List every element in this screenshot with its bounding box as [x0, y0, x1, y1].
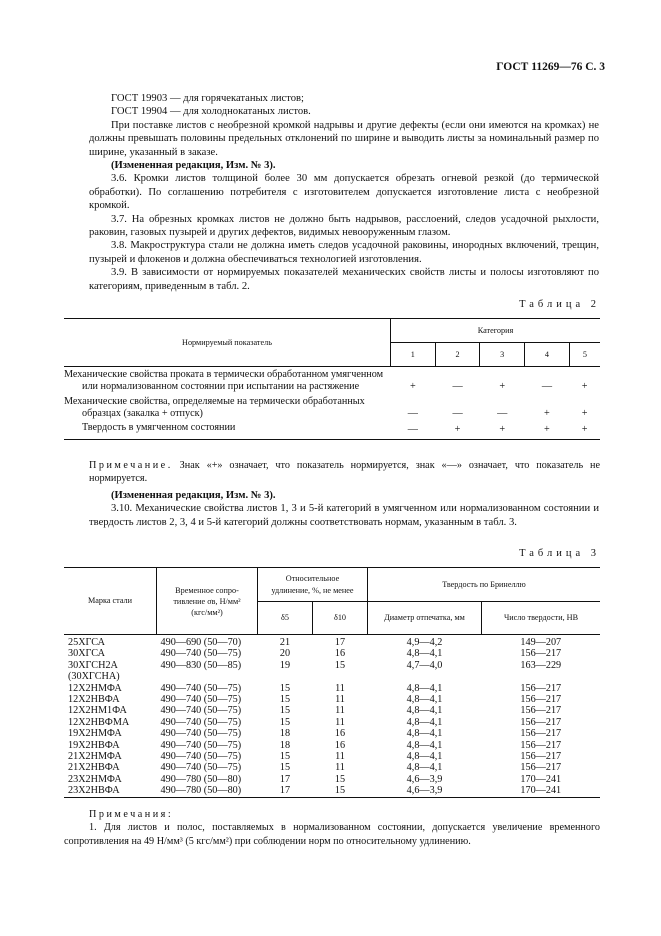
cell-d10: 15	[334, 773, 346, 785]
cell-diam: 4,8—4,1	[406, 694, 443, 706]
cell-grade: 12Х2НВФМА	[68, 716, 130, 728]
category-4: 4	[525, 343, 570, 367]
para-3-7: 3.7. На обрезных кромках листов не должно быть надрывов, расслоений, следов усадочной рыхлости, раковин, газовых пузырей и других дефектов, видимых невооруженным глазом.	[89, 213, 599, 239]
table-row	[64, 740, 600, 751]
cell-diam: 4,8—4,1	[406, 648, 443, 660]
cell-hb: 156—217	[520, 682, 562, 694]
cell-d5: 19	[279, 659, 291, 671]
cell-diam: 4,9—4,2	[406, 637, 443, 648]
cell-d5: 18	[279, 739, 291, 751]
table-2-note	[64, 459, 600, 486]
cell-strength: 490—830 (50—85)	[160, 659, 242, 671]
table-row	[64, 705, 600, 716]
cell-d10: 16	[334, 739, 346, 751]
cell-d5	[258, 671, 313, 682]
intro-line-2: ГОСТ 19904 — для холоднокатаных листов.	[111, 106, 311, 118]
cell-hb: 156—217	[520, 739, 562, 751]
cell-grade: 19Х2НМФА	[68, 728, 122, 740]
cell-grade: 21Х2НВФА	[68, 762, 120, 774]
col-grade: Марка стали	[64, 568, 157, 635]
cell-d5: 15	[279, 694, 291, 706]
col-category: Категория	[391, 319, 601, 343]
cell-grade: 30ХГСН2А	[68, 659, 118, 671]
cell-d5: 21	[279, 637, 291, 648]
row-label: Механические свойства проката в термически обработанном умягченном или нормализованном состоянии при испытании на растяжение	[64, 369, 384, 392]
cell-hb: 156—217	[520, 705, 562, 717]
cell-d10: 11	[335, 751, 345, 763]
cell-d10	[313, 671, 368, 682]
table-row	[64, 671, 600, 682]
cell-grade: 21Х2НМФА	[68, 751, 122, 763]
cell: +	[499, 381, 506, 392]
cell-diam: 4,6—3,9	[406, 785, 443, 797]
category-1: 1	[391, 343, 436, 367]
note-text: Знак «+» означает, что показатель нормируется, знак «—» означает, что показатель не нормируется.	[89, 460, 600, 485]
cell-strength: 490—740 (50—75)	[160, 728, 242, 740]
table-row	[64, 635, 600, 649]
cell-d10: 15	[334, 785, 346, 797]
table-2	[64, 318, 600, 440]
para-edge-defects: При поставке листов с необрезной кромкой надрывы и другие дефекты (если они имеются на кромках) не должны превышать половины предельных отклонений по ширине и выводить листы за номинальный размер по ширине, указанный в заказе.	[89, 119, 599, 158]
cell-diam: 4,8—4,1	[406, 739, 443, 751]
cell: —	[452, 408, 463, 419]
cell-d5: 17	[279, 773, 291, 785]
cell-hb: 170—241	[520, 785, 562, 797]
cell-diam: 4,8—4,1	[406, 762, 443, 774]
cell-grade: 12Х2НМ1ФА	[68, 705, 127, 717]
cell-d10: 16	[334, 728, 346, 740]
col-d5: δ5	[258, 602, 313, 635]
col-diameter: Диаметр отпечатка, мм	[368, 602, 482, 635]
cell-d5: 17	[279, 785, 291, 797]
cell: +	[581, 381, 588, 392]
intro-line-1: ГОСТ 19903 — для горячекатаных листов;	[111, 93, 304, 104]
cell-strength: 490—740 (50—75)	[160, 739, 242, 751]
table-row	[64, 367, 600, 394]
cell: +	[581, 408, 588, 419]
page-header: ГОСТ 11269—76 С. 3	[496, 61, 605, 73]
cell-grade: 23Х2НМФА	[68, 773, 122, 785]
cell-strength	[157, 671, 258, 682]
cell: +	[454, 423, 461, 435]
cell-d10: 11	[335, 682, 345, 694]
cell-hb: 156—217	[520, 694, 562, 706]
cell: —	[407, 408, 418, 419]
cell-d5: 15	[279, 705, 291, 717]
table-3-caption: Таблица 3	[519, 548, 600, 559]
table-row	[64, 393, 600, 420]
cell-hb: 149—207	[520, 637, 562, 648]
table-row	[64, 717, 600, 728]
cell-hb: 156—217	[520, 648, 562, 660]
col-indicator: Нормируемый показатель	[64, 319, 391, 367]
text-block-mid	[89, 489, 599, 529]
col-hb: Число твердости, НВ	[482, 602, 601, 635]
cell-strength: 490—780 (50—80)	[160, 785, 242, 797]
cell: +	[544, 408, 550, 419]
cell-hb: 170—241	[520, 773, 562, 785]
cell: +	[544, 423, 550, 435]
cell-d5: 15	[279, 762, 291, 774]
cell-grade: (30ХГСНА)	[68, 671, 120, 683]
cell-d10: 11	[335, 694, 345, 706]
table-row	[64, 420, 600, 440]
cell-strength: 490—780 (50—80)	[160, 773, 242, 785]
cell-strength: 490—740 (50—75)	[160, 762, 242, 774]
strength-header-2: тивление σв, Н/мм²	[173, 596, 241, 606]
row-label: Твердость в умягченном состоянии	[82, 422, 236, 433]
para-3-10: 3.10. Механические свойства листов 1, 3 и 5-й категорий в умягченном или нормализованном состоянии и твердость листов 2, 3, 4 и 5-й категорий должны соответствовать нормам, указанным в табл. 3.	[89, 503, 599, 528]
row-label: Механические свойства, определяемые на термически обработанных образцах (закалка + отпуск)	[64, 396, 365, 419]
col-strength	[157, 568, 258, 635]
table-row	[64, 683, 600, 694]
cell-diam: 4,8—4,1	[406, 705, 443, 717]
cell-d10: 16	[334, 648, 346, 660]
cell-strength: 490—740 (50—75)	[160, 705, 242, 717]
table-row	[64, 728, 600, 739]
strength-header-1: Временное сопро-	[175, 585, 239, 595]
edit-note-2: (Измененная редакция, Изм. № 3).	[111, 490, 276, 501]
table-row	[64, 762, 600, 773]
cell-grade: 19Х2НВФА	[68, 739, 120, 751]
cell-strength: 490—740 (50—75)	[160, 648, 242, 660]
cell-diam: 4,8—4,1	[406, 682, 443, 694]
cell-strength: 490—690 (50—70)	[160, 637, 242, 648]
cell-d10: 17	[334, 637, 346, 648]
cell-d5: 15	[279, 751, 291, 763]
cell-diam: 4,8—4,1	[406, 716, 443, 728]
strength-header-3: (кгс/мм²)	[191, 607, 223, 617]
cell: —	[497, 408, 508, 419]
para-3-6: 3.6. Кромки листов толщиной более 30 мм допускается обрезать огневой резкой (до термической обработки). По соглашению потребителя с изготовителем допускается изготовление листа с необрезной кромкой.	[89, 173, 599, 212]
note-label: Примечание.	[89, 460, 173, 471]
cell-diam: 4,6—3,9	[406, 773, 443, 785]
cell-hb: 156—217	[520, 716, 562, 728]
cell-diam: 4,7—4,0	[406, 659, 443, 671]
cell-d5: 18	[279, 728, 291, 740]
col-elongation: Относительное удлинение, %, не менее	[258, 568, 368, 602]
cell-hb	[482, 671, 601, 682]
para-3-8: 3.8. Макроструктура стали не должна иметь следов усадочной раковины, инородных включений, трещин, пузырей и флокенов и должна обеспечиваться технологией изготовления.	[89, 240, 599, 265]
table-row	[64, 785, 600, 797]
notes-label: Примечания:	[89, 809, 174, 820]
cell: —	[541, 381, 552, 392]
cell: —	[407, 423, 418, 435]
cell: +	[409, 381, 416, 392]
cell-grade: 12Х2НМФА	[68, 682, 122, 694]
cell: —	[452, 381, 463, 392]
table-2-caption: Таблица 2	[519, 299, 600, 310]
table-row	[64, 774, 600, 785]
text-block-top	[89, 92, 599, 293]
col-d10: δ10	[313, 602, 368, 635]
table-3	[64, 567, 600, 798]
cell-strength: 490—740 (50—75)	[160, 694, 242, 706]
category-2: 2	[435, 343, 480, 367]
cell-d10: 11	[335, 762, 345, 774]
cell-diam	[368, 671, 482, 682]
table-3-notes	[64, 808, 600, 848]
table-row	[64, 694, 600, 705]
para-3-9: 3.9. В зависимости от нормируемых показателей механических свойств листы и полосы изготовляют по категориям, приведенным в табл. 2.	[89, 267, 599, 292]
cell-hb: 156—217	[520, 762, 562, 774]
cell-diam: 4,8—4,1	[406, 728, 443, 740]
cell: +	[581, 423, 588, 435]
edit-note: (Измененная редакция, Изм. № 3).	[111, 160, 276, 172]
cell-strength: 490—740 (50—75)	[160, 751, 242, 763]
col-hardness: Твердость по Бринеллю	[368, 568, 601, 602]
cell-hb: 156—217	[520, 751, 562, 763]
cell-d10: 11	[335, 705, 345, 717]
cell-grade: 23Х2НВФА	[68, 785, 120, 797]
table-3-body	[64, 635, 600, 798]
cell-grade: 12Х2НВФА	[68, 694, 120, 706]
note-1: 1. Для листов и полос, поставляемых в нормализованном состоянии, допускается увеличение временного сопротивления на 49 Н/мм³ (5 кгс/мм²) при соблюдении норм по относительному удлинению.	[64, 822, 600, 847]
cell-d10: 15	[334, 659, 346, 671]
table-row	[64, 648, 600, 659]
table-row	[64, 660, 600, 671]
cell-strength: 490—740 (50—75)	[160, 682, 242, 694]
cell-diam: 4,8—4,1	[406, 751, 443, 763]
cell-strength: 490—740 (50—75)	[160, 716, 242, 728]
cell-grade: 30ХГСА	[68, 648, 105, 660]
cell-grade: 25ХГСА	[68, 637, 105, 648]
cell-d10: 11	[335, 716, 345, 728]
table-row	[64, 751, 600, 762]
category-5: 5	[569, 343, 600, 367]
cell-d5: 20	[279, 648, 291, 660]
cell-d5: 15	[279, 682, 291, 694]
cell-hb: 163—229	[520, 659, 562, 671]
cell-d5: 15	[279, 716, 291, 728]
category-3: 3	[480, 343, 525, 367]
cell: +	[499, 423, 506, 435]
cell-hb: 156—217	[520, 728, 562, 740]
